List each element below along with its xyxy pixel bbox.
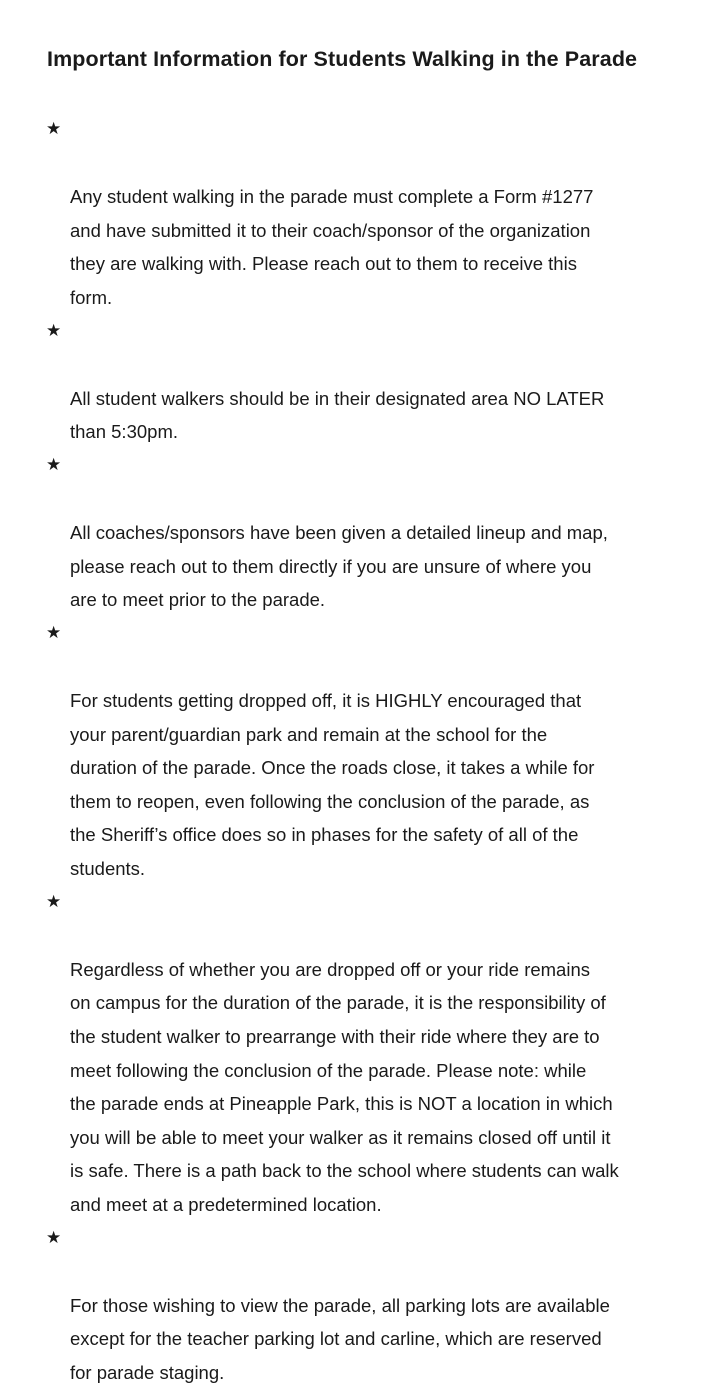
star-bullet-icon: ★ [46,320,62,341]
list-item-text: For students getting dropped off, it is HIGHLY encouraged that your parent/guardian park and remain at the school for the duration of the parade. Once the roads close, it takes a while for them to reopen, even following the conclusion of the parade, as the Sheriff’s office does so in phases for the safety of all of the students. [70,690,595,880]
star-bullet-icon: ★ [46,1227,62,1248]
list-item-text: All coaches/sponsors have been given a detailed lineup and map, please reach out to them directly if you are unsure of where you are to meet prior to the parade. [70,522,608,611]
list-item [46,315,686,449]
info-list [46,113,686,1390]
page-title: Important Information for Students Walking in the Parade [47,47,638,71]
star-bullet-icon: ★ [46,622,62,643]
list-item [46,1222,686,1390]
list-item [46,886,686,1222]
star-bullet-icon: ★ [46,454,62,475]
star-bullet-icon: ★ [46,891,62,912]
list-item-text: All student walkers should be in their designated area NO LATER than 5:30pm. [70,387,605,443]
list-item-text: Any student walking in the parade must complete a Form #1277 and have submitted it to their coach/sponsor of the organization they are walking with. Please reach out to them to receive this form. [70,186,594,308]
list-item [46,449,686,617]
list-item [46,617,686,886]
list-item [46,113,686,315]
list-item-text: For those wishing to view the parade, all parking lots are available except for the teacher parking lot and carline, which are reserved for parade staging. [70,1294,610,1383]
star-bullet-icon: ★ [46,119,62,139]
list-item-text: Regardless of whether you are dropped off or your ride remains on campus for the duration of the parade, it is the responsibility of the student walker to prearrange with their ride where they are to meet following the conclusion of the parade. Please note: while the parade ends at Pineapple Park, this is NOT a location in which you will be able to meet your walker as it remains closed off until it is safe. There is a path back to the school where students can walk and meet at a predetermined location. [70,958,619,1215]
